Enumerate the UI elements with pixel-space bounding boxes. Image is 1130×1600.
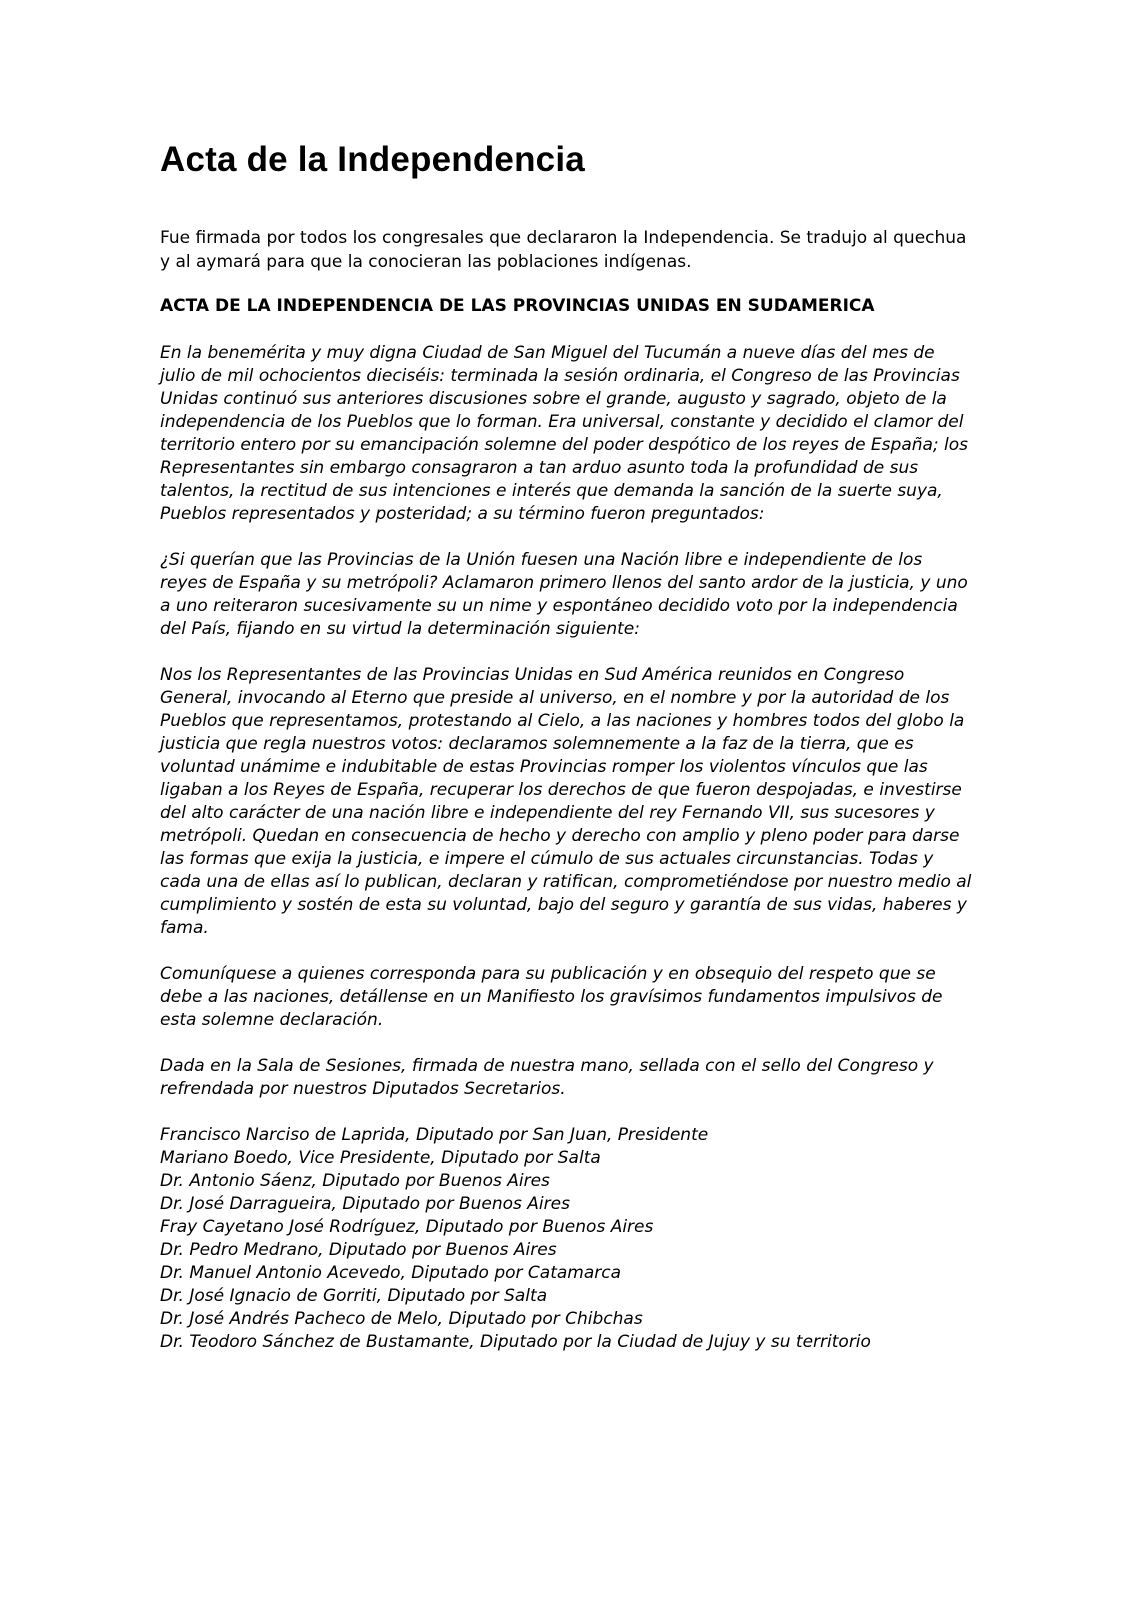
- act-heading: ACTA DE LA INDEPENDENCIA DE LAS PROVINCIAS UNIDAS EN SUDAMERICA: [160, 296, 875, 316]
- document-page: [160, 140, 972, 1354]
- signatory-line-5: Fray Cayetano José Rodríguez, Diputado por Buenos Aires: [160, 1217, 654, 1237]
- signatory-line-7: Dr. Manuel Antonio Acevedo, Diputado por Catamarca: [160, 1263, 622, 1283]
- signatory-line-9: Dr. José Andrés Pacheco de Melo, Diputado por Chibchas: [160, 1309, 643, 1329]
- signatory-line-4: Dr. José Darragueira, Diputado por Buenos Aires: [160, 1194, 570, 1214]
- signatory-line-3: Dr. Antonio Sáenz, Diputado por Buenos Aires: [160, 1171, 550, 1191]
- act-paragraph-4: Comuníquese a quienes corresponda para su publicación y en obsequio del respeto que se debe a las naciones, detállense en un Manifiesto los gravísimos fundamentos impulsivos de esta solemne declaración.: [160, 964, 943, 1030]
- act-paragraph-2: ¿Si querían que las Provincias de la Unión fuesen una Nación libre e independiente de los reyes de España y su metrópoli? Aclamaron primero llenos del santo ardor de la justicia, y uno a uno reiteraron sucesivamente su un nime y espontáneo decidido voto por la independencia del País, fijando en su virtud la determinación siguiente:: [160, 550, 968, 639]
- signatories-list: [160, 1124, 972, 1354]
- act-paragraph-5: Dada en la Sala de Sesiones, firmada de nuestra mano, sellada con el sello del Congreso y refrendada por nuestros Diputados Secretarios.: [160, 1056, 934, 1099]
- signatory-line-8: Dr. José Ignacio de Gorriti, Diputado por Salta: [160, 1286, 548, 1306]
- signatory-line-6: Dr. Pedro Medrano, Diputado por Buenos Aires: [160, 1240, 557, 1260]
- document-title: Acta de la Independencia: [160, 140, 585, 179]
- signatory-line-10: Dr. Teodoro Sánchez de Bustamante, Diputado por la Ciudad de Jujuy y su territorio: [160, 1332, 871, 1352]
- signatory-line-1: Francisco Narciso de Laprida, Diputado por San Juan, Presidente: [160, 1125, 709, 1145]
- act-paragraph-1: En la benemérita y muy digna Ciudad de San Miguel del Tucumán a nueve días del mes de julio de mil ochocientos dieciséis: terminada la sesión ordinaria, el Congreso de las Provincias Unidas continuó sus anteriores discusiones sobre el grande, augusto y sagrado, objeto de la independencia de los Pueblos que lo forman. Era universal, constante y decidido el clamor del territorio entero por su emancipación solemne del poder despótico de los reyes de España; los Representantes sin embargo consagraron a tan arduo asunto toda la profundidad de sus talentos, la rectitud de sus intenciones e interés que demanda la sanción de la suerte suya, Pueblos representados y posteridad; a su término fueron preguntados:: [160, 343, 969, 524]
- intro-paragraph: Fue firmada por todos los congresales que declararon la Independencia. Se tradujo al quechua y al aymará para que la conocieran las poblaciones indígenas.: [160, 228, 967, 272]
- signatory-line-2: Mariano Boedo, Vice Presidente, Diputado por Salta: [160, 1148, 601, 1168]
- act-paragraph-3: Nos los Representantes de las Provincias Unidas en Sud América reunidos en Congreso General, invocando al Eterno que preside al universo, en el nombre y por la autoridad de los Pueblos que representamos, protestando al Cielo, a las naciones y hombres todos del globo la justicia que regla nuestros votos: declaramos solemnemente a la faz de la tierra, que es voluntad unámime e indubitable de estas Provincias romper los violentos vínculos que las ligaban a los Reyes de España, recuperar los derechos de que fueron despojadas, e investirse del alto carácter de una nación libre e independiente del rey Fernando VII, sus sucesores y metrópoli. Quedan en consecuencia de hecho y derecho con amplio y pleno poder para darse las formas que exija la justicia, e impere el cúmulo de sus actuales circunstancias. Todas y cada una de ellas así lo publican, declaran y ratifican, comprometiéndose por nuestro medio al cumplimiento y sostén de esta su voluntad, bajo del seguro y garantía de sus vidas, haberes y fama.: [160, 665, 972, 938]
